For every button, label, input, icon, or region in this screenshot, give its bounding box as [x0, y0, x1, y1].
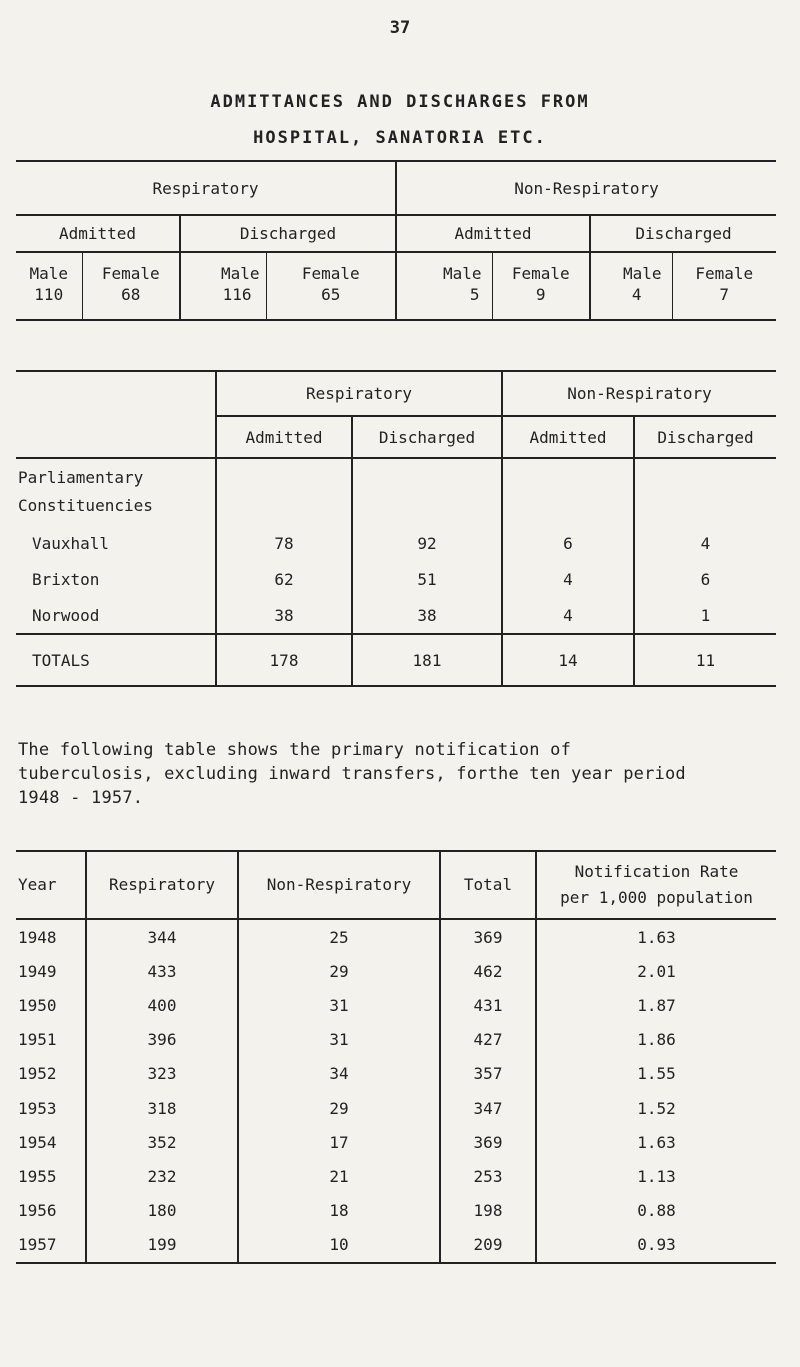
value-cell: 9 [492, 283, 590, 320]
value-cell: 68 [82, 283, 180, 320]
value-cell: 427 [440, 1023, 536, 1057]
value-cell: 1.63 [536, 919, 776, 954]
header-rate-line-2: per 1,000 population [560, 888, 753, 907]
value-cell: 323 [86, 1057, 238, 1091]
sex-header-cell: Female [672, 252, 776, 283]
year-cell: 1954 [18, 1132, 57, 1152]
group-header-non-respiratory: Non-Respiratory [502, 371, 776, 416]
value-cell: 347 [440, 1091, 536, 1125]
section-label-line-2: Constituencies [18, 496, 153, 515]
subheader-resp-discharged: Discharged [180, 215, 396, 252]
value-cell: 51 [352, 561, 502, 597]
year-cell: 1956 [18, 1201, 57, 1221]
table-row [16, 525, 776, 561]
value-cell: 369 [440, 1125, 536, 1159]
value-cell: 4 [502, 561, 634, 597]
value-cell: 1 [634, 597, 776, 634]
value-cell: 92 [352, 525, 502, 561]
sex-header-cell: Male [180, 252, 266, 283]
table-row [16, 1125, 776, 1159]
sex-header-cell: Male [396, 252, 492, 283]
value-cell: 18 [238, 1194, 440, 1228]
value-cell: 1.86 [536, 1023, 776, 1057]
value-cell: 1.63 [536, 1125, 776, 1159]
value-cell: 400 [86, 988, 238, 1022]
sex-header-cell: Male [590, 252, 672, 283]
value-cell: 0.93 [536, 1228, 776, 1263]
value-cell: 357 [440, 1057, 536, 1091]
row-label: Vauxhall [32, 533, 110, 553]
subheader-non-discharged: Discharged [634, 416, 776, 458]
header-notification-rate [536, 851, 776, 919]
year-cell: 1952 [18, 1064, 57, 1084]
value-cell: 1.52 [536, 1091, 776, 1125]
year-cell: 1953 [18, 1098, 57, 1118]
paragraph-line: The following table shows the primary notification of [18, 740, 572, 760]
value-cell: 78 [216, 525, 352, 561]
value-cell: 396 [86, 1023, 238, 1057]
table-row [16, 1228, 776, 1263]
section-label [16, 458, 216, 525]
intro-paragraph [18, 738, 788, 810]
value-cell: 431 [440, 988, 536, 1022]
value-cell: 14 [502, 634, 634, 686]
value-cell: 31 [238, 988, 440, 1022]
subheader-non-discharged: Discharged [590, 215, 776, 252]
header-total: Total [440, 851, 536, 919]
page-title-line-1: ADMITTANCES AND DISCHARGES FROM [210, 92, 590, 112]
table-row [16, 597, 776, 634]
value-cell: 181 [352, 634, 502, 686]
value-cell: 344 [86, 919, 238, 954]
value-cell: 1.87 [536, 988, 776, 1022]
value-cell: 31 [238, 1023, 440, 1057]
year-cell: 1949 [18, 961, 57, 981]
value-cell: 10 [238, 1228, 440, 1263]
value-cell: 1.13 [536, 1159, 776, 1193]
value-cell: 198 [440, 1194, 536, 1228]
value-cell: 199 [86, 1228, 238, 1263]
value-cell: 178 [216, 634, 352, 686]
value-cell: 5 [396, 283, 492, 320]
row-label: Norwood [32, 605, 100, 625]
sex-header-cell: Male [16, 252, 82, 283]
section-label-line-1: Parliamentary [18, 468, 144, 487]
table-row [16, 1057, 776, 1091]
subheader-non-admitted: Admitted [396, 215, 590, 252]
value-cell: 6 [502, 525, 634, 561]
year-cell: 1955 [18, 1166, 57, 1186]
paragraph-line: 1948 - 1957. [18, 788, 144, 808]
table-row [16, 919, 776, 954]
value-cell: 62 [216, 561, 352, 597]
value-cell: 4 [590, 283, 672, 320]
value-cell: 29 [238, 954, 440, 988]
value-cell: 21 [238, 1159, 440, 1193]
admissions-discharges-sex-table [16, 160, 776, 321]
constituency-table [16, 370, 776, 687]
totals-row [16, 634, 776, 686]
value-cell: 232 [86, 1159, 238, 1193]
value-cell: 369 [440, 919, 536, 954]
value-cell: 1.55 [536, 1057, 776, 1091]
table-row [16, 1194, 776, 1228]
value-cell: 29 [238, 1091, 440, 1125]
sex-header-cell: Female [82, 252, 180, 283]
table-row [16, 1159, 776, 1193]
table-row [16, 954, 776, 988]
value-cell: 7 [672, 283, 776, 320]
value-cell: 253 [440, 1159, 536, 1193]
value-cell: 180 [86, 1194, 238, 1228]
header-year: Year [18, 875, 57, 894]
value-cell: 11 [634, 634, 776, 686]
value-cell: 116 [180, 283, 266, 320]
value-cell: 462 [440, 954, 536, 988]
table-row [16, 1091, 776, 1125]
year-cell: 1951 [18, 1030, 57, 1050]
header-respiratory: Respiratory [86, 851, 238, 919]
year-cell: 1950 [18, 995, 57, 1015]
value-cell: 4 [502, 597, 634, 634]
page-title-line-2: HOSPITAL, SANATORIA ETC. [253, 128, 547, 148]
sex-header-cell: Female [266, 252, 396, 283]
value-cell: 433 [86, 954, 238, 988]
value-cell: 0.88 [536, 1194, 776, 1228]
value-cell: 65 [266, 283, 396, 320]
value-cell: 6 [634, 561, 776, 597]
group-header-respiratory: Respiratory [152, 178, 259, 198]
subheader-resp-admitted: Admitted [16, 215, 180, 252]
table-row [16, 988, 776, 1022]
subheader-non-admitted: Admitted [502, 416, 634, 458]
table-row [16, 561, 776, 597]
group-header-non-respiratory: Non-Respiratory [396, 161, 776, 215]
subheader-resp-admitted: Admitted [216, 416, 352, 458]
row-label: Brixton [32, 569, 100, 589]
header-non-respiratory: Non-Respiratory [238, 851, 440, 919]
totals-label: TOTALS [16, 634, 216, 686]
value-cell: 209 [440, 1228, 536, 1263]
value-cell: 17 [238, 1125, 440, 1159]
notification-table [16, 850, 776, 1264]
value-cell: 2.01 [536, 954, 776, 988]
sex-header-cell: Female [492, 252, 590, 283]
value-cell: 38 [216, 597, 352, 634]
year-cell: 1957 [18, 1235, 57, 1255]
header-rate-line-1: Notification Rate [574, 862, 739, 881]
page-number: 37 [389, 18, 411, 38]
group-header-respiratory: Respiratory [216, 371, 502, 416]
value-cell: 318 [86, 1091, 238, 1125]
subheader-resp-discharged: Discharged [352, 416, 502, 458]
year-cell: 1948 [16, 919, 86, 954]
paragraph-line: tuberculosis, excluding inward transfers, forthe ten year period [18, 764, 686, 784]
value-cell: 34 [238, 1057, 440, 1091]
value-cell: 4 [634, 525, 776, 561]
value-cell: 25 [238, 919, 440, 954]
value-cell: 110 [34, 285, 64, 304]
value-cell: 352 [86, 1125, 238, 1159]
value-cell: 38 [352, 597, 502, 634]
table-row [16, 1023, 776, 1057]
